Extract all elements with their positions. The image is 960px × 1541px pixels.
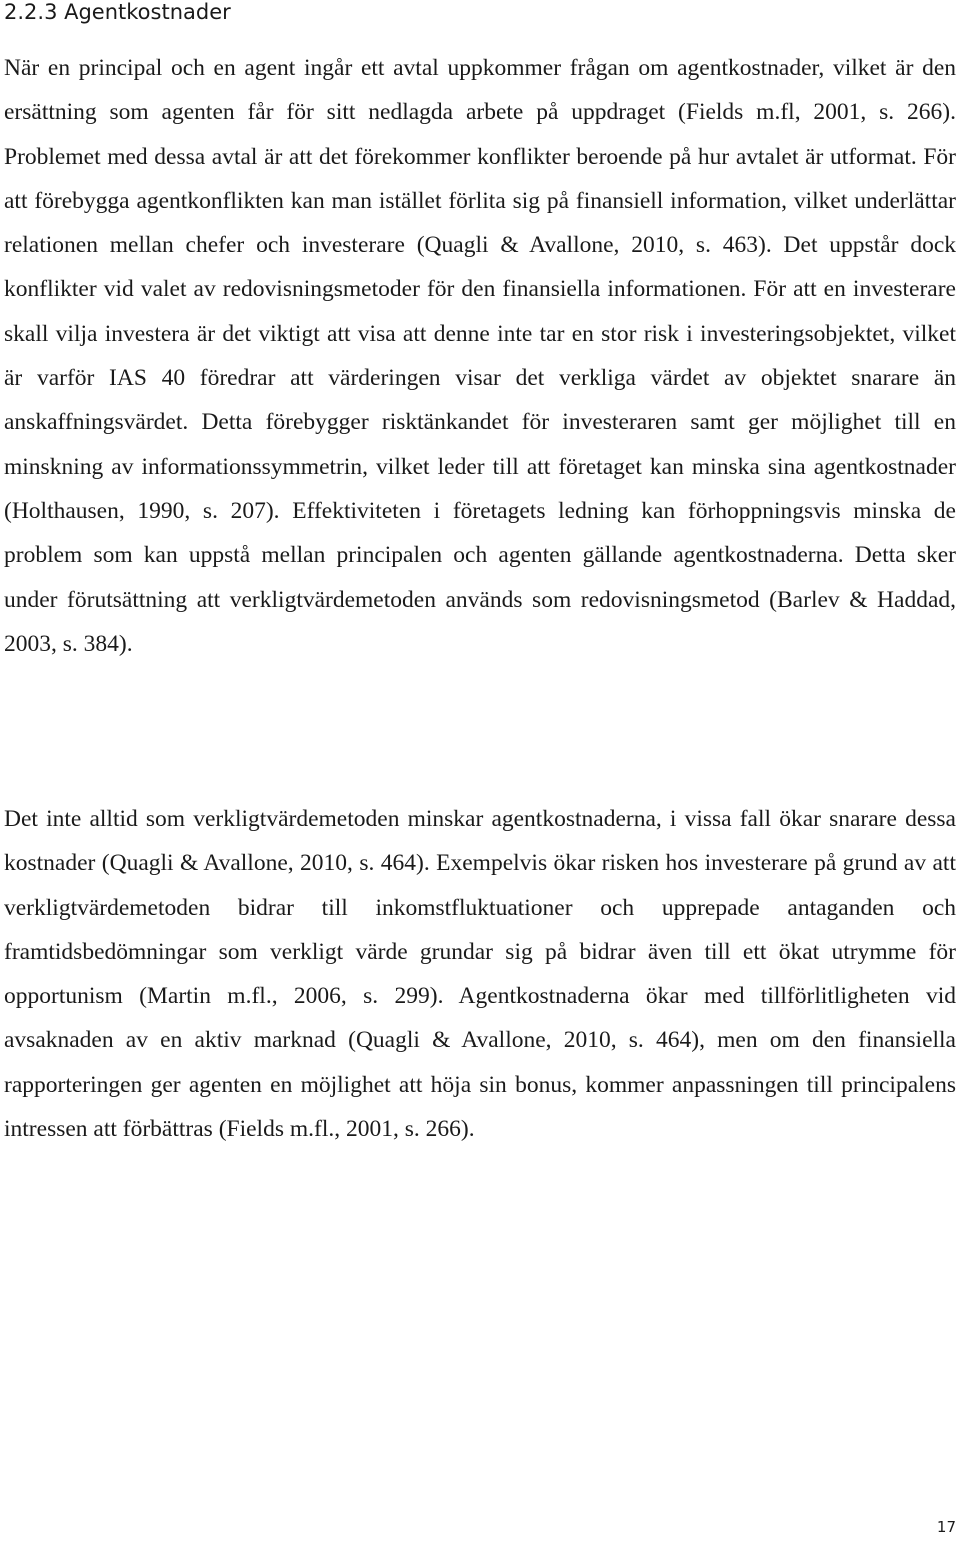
page-number: 17 [936, 1518, 956, 1536]
section-heading: 2.2.3 Agentkostnader [4, 0, 231, 24]
paragraph-2: Det inte alltid som verkligtvärdemetoden minskar agentkostnaderna, i vissa fall ökar snarare dessa kostnader (Quagli & Avallone, 2010, s. 464). Exempelvis ökar risken hos investerare på grund av att verkligtvärdemetoden bidrar till inkomstfluktuationer och upprepade antaganden och framtidsbedömningar som verkligt värde grundar sig på bidrar även till ett ökat utrymme för opportunism (Martin m.fl., 2006, s. 299). Agentkostnaderna ökar med tillförlitligheten vid avsaknaden av en aktiv marknad (Quagli & Avallone, 2010, s. 464), men om den finansiella rapporteringen ger agenten en möjlighet att höja sin bonus, kommer anpassningen till principalens intressen att förbättras (Fields m.fl., 2001, s. 266). [4, 806, 956, 1143]
paragraph-1: När en principal och en agent ingår ett avtal uppkommer frågan om agentkostnader, vilket är den ersättning som agenten får för sitt nedlagda arbete på uppdraget (Fields m.fl, 2001, s. 266). Problemet med dessa avtal är att det förekommer konflikter beroende på hur avtalet är utformat. För att förebygga agentkonflikten kan man istället förlita sig på finansiell information, vilket underlättar relationen mellan chefer och investerare (Quagli & Avallone, 2010, s. 463). Det uppstår dock konflikter vid valet av redovisningsmetoder för den finansiella informationen. För att en investerare skall vilja investera är det viktigt att visa att denne inte tar en stor risk i investeringsobjektet, vilket är varför IAS 40 föredrar att värderingen visar det verkliga värdet av objektet snarare än anskaffningsvärdet. Detta förebygger risktänkandet för investeraren samt ger möjlighet till en minskning av informationssymmetrin, vilket leder till att företaget kan minska sina agentkostnader (Holthausen, 1990, s. 207). Effektiviteten i företagets ledning kan förhoppningsvis minska de problem som kan uppstå mellan principalen och agenten gällande agentkostnaderna. Detta sker under förutsättning att verkligtvärdemetoden används som redovisningsmetod (Barlev & Haddad, 2003, s. 384). [4, 55, 956, 657]
